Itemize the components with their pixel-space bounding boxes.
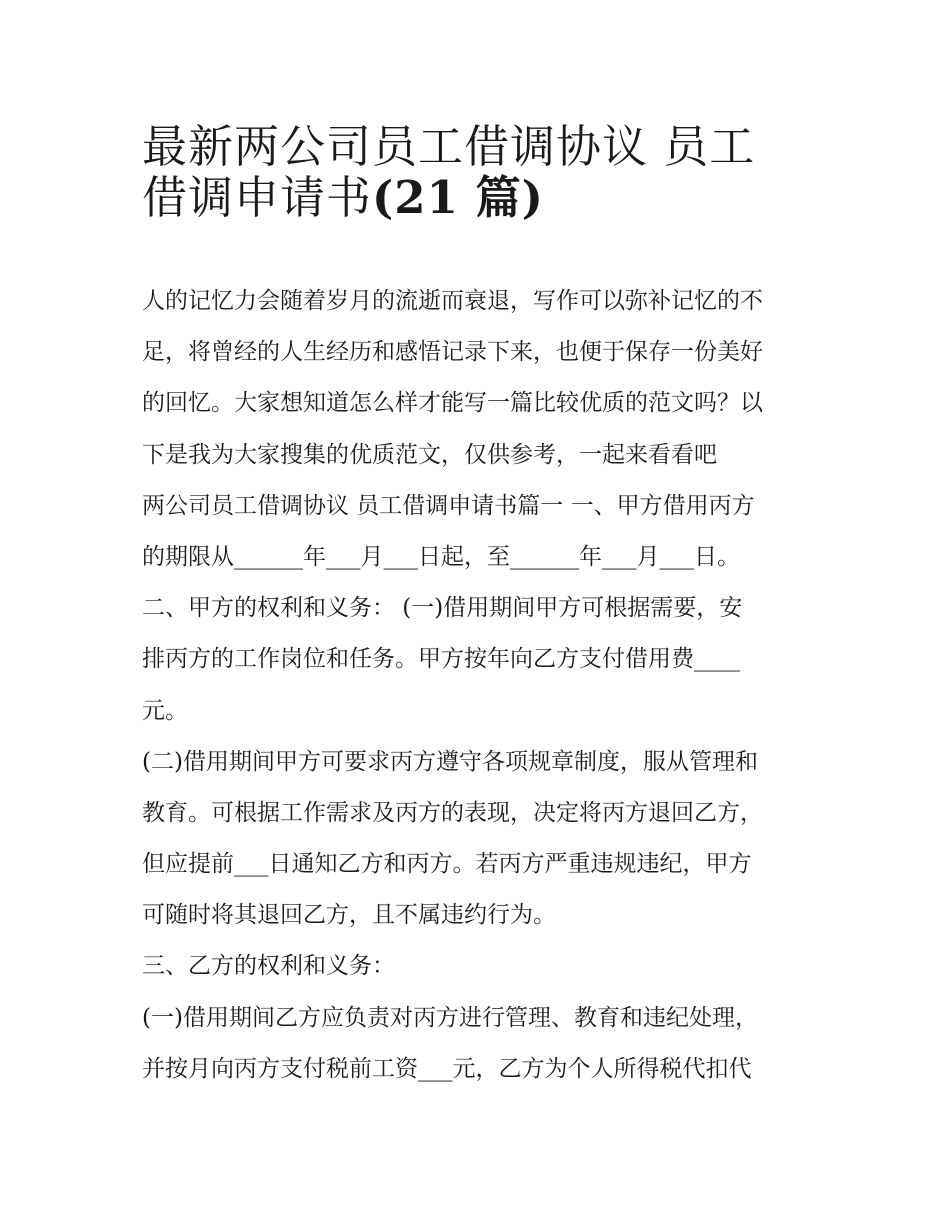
body-line: 人的记忆力会随着岁月的流逝而衰退，写作可以弥补记忆的不 — [142, 288, 763, 314]
body-line: 下是我为大家搜集的优质范文，仅供参考，一起来看看吧 — [142, 441, 717, 468]
body-line: 教育。可根据工作需求及丙方的表现，决定将丙方退回乙方， — [142, 799, 763, 826]
body-line: (二)借用期间甲方可要求丙方遵守各项规章制度，服从管理和 — [142, 748, 758, 775]
body-line: 足，将曾经的人生经历和感悟记录下来，也便于保存一份美好 — [142, 339, 763, 366]
body-line: 三、乙方的权利和义务： — [142, 953, 395, 980]
title-text: 借调申请书 — [142, 171, 373, 225]
body-line: 但应提前___日通知乙方和丙方。若丙方严重违规违纪，甲方 — [142, 851, 752, 878]
body-line: 两公司员工借调协议 员工借调申请书篇一 一、甲方借用丙方 — [142, 492, 755, 519]
title-count: (21 篇) — [372, 171, 544, 225]
body-line: 二、甲方的权利和义务： (一)借用期间甲方可根据需要，安 — [142, 595, 743, 622]
body-line: 元。 — [142, 697, 188, 724]
body-line: 的期限从______年___月___日起，至______年___月___日。 — [142, 543, 740, 570]
body-line: 排丙方的工作岗位和任务。甲方按年向乙方支付借用费____ — [142, 646, 740, 673]
body-line: 的回忆。大家想知道怎么样才能写一篇比较优质的范文吗？以 — [142, 390, 763, 417]
title-line-1: 最新两公司员工借调协议 员工 — [142, 120, 756, 173]
body-line: 可随时将其退回乙方，且不属违约行为。 — [142, 902, 556, 929]
document-body — [142, 276, 814, 1095]
body-line: (一)借用期间乙方应负责对丙方进行管理、教育和违纪处理， — [142, 1004, 758, 1031]
body-line: 并按月向丙方支付税前工资___元，乙方为个人所得税代扣代 — [142, 1055, 752, 1082]
document-title — [142, 112, 822, 225]
